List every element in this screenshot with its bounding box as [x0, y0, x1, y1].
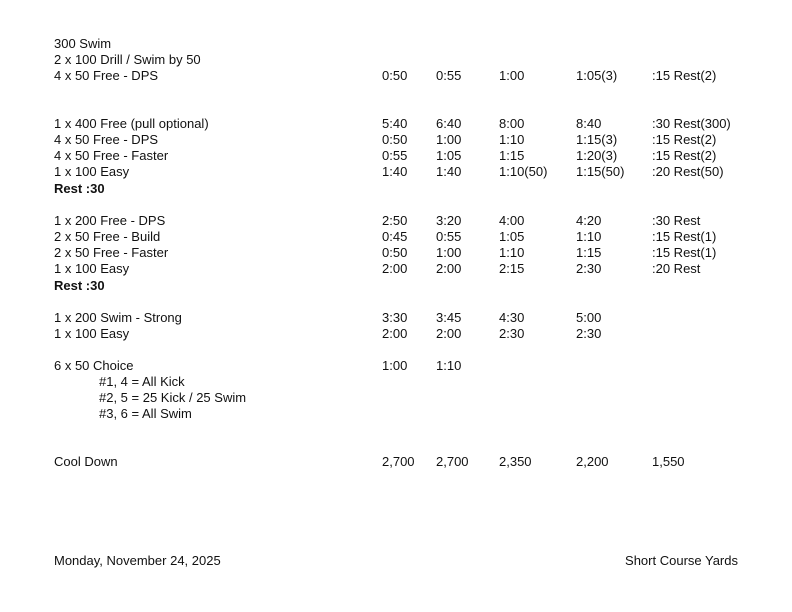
- interval-col-1: 2:00: [382, 326, 408, 341]
- workout-row: [0, 68, 792, 84]
- footer-date: Monday, November 24, 2025: [54, 553, 221, 568]
- interval-col-5: :15 Rest(2): [652, 148, 717, 163]
- interval-col-3: 1:10: [499, 245, 525, 260]
- interval-col-5: :15 Rest(1): [652, 229, 717, 244]
- totals-row: [0, 454, 792, 470]
- interval-col-1: 0:50: [382, 68, 408, 83]
- workout-row: [0, 213, 792, 229]
- interval-col-4: 1:15(3): [576, 132, 618, 147]
- set-description: 2 x 50 Free - Faster: [54, 245, 169, 260]
- total-col-3: 2,350: [499, 454, 532, 469]
- interval-col-2: 6:40: [436, 116, 462, 131]
- interval-col-4: 1:15(50): [576, 164, 625, 179]
- interval-col-2: 1:00: [436, 132, 462, 147]
- interval-col-5: :30 Rest: [652, 213, 701, 228]
- workout-row: [0, 132, 792, 148]
- rest-label: Rest :30: [54, 181, 105, 196]
- interval-col-2: 1:40: [436, 164, 462, 179]
- interval-col-4: 1:20(3): [576, 148, 618, 163]
- interval-col-1: 5:40: [382, 116, 408, 131]
- interval-col-3: 2:15: [499, 261, 525, 276]
- set-description: 4 x 50 Free - DPS: [54, 132, 159, 147]
- interval-col-2: 1:00: [436, 245, 462, 260]
- interval-col-4: 2:30: [576, 261, 602, 276]
- workout-row: [0, 245, 792, 261]
- interval-col-1: 0:45: [382, 229, 408, 244]
- rest-label: Rest :30: [54, 278, 105, 293]
- interval-col-5: :15 Rest(2): [652, 68, 717, 83]
- interval-col-1: 2:50: [382, 213, 408, 228]
- interval-col-5: :15 Rest(2): [652, 132, 717, 147]
- interval-col-3: 1:10: [499, 132, 525, 147]
- set-description: 1 x 400 Free (pull optional): [54, 116, 209, 131]
- interval-col-1: 0:55: [382, 148, 408, 163]
- set-description: 1 x 200 Free - DPS: [54, 213, 166, 228]
- set-description: 6 x 50 Choice: [54, 358, 134, 373]
- cool-down-label: Cool Down: [54, 454, 118, 469]
- interval-col-3: 1:15: [499, 148, 525, 163]
- interval-col-4: 1:05(3): [576, 68, 618, 83]
- rest-row: [0, 278, 792, 294]
- interval-col-2: 0:55: [436, 68, 462, 83]
- workout-row: [0, 326, 792, 342]
- workout-row: [0, 52, 792, 68]
- interval-col-1: 1:40: [382, 164, 408, 179]
- interval-col-3: 1:10(50): [499, 164, 548, 179]
- set-description: 1 x 200 Swim - Strong: [54, 310, 182, 325]
- set-description: 2 x 100 Drill / Swim by 50: [54, 52, 201, 67]
- interval-col-4: 8:40: [576, 116, 602, 131]
- footer-course: Short Course Yards: [625, 553, 738, 568]
- interval-col-3: 4:30: [499, 310, 525, 325]
- interval-col-4: 4:20: [576, 213, 602, 228]
- total-col-1: 2,700: [382, 454, 415, 469]
- interval-col-2: 2:00: [436, 326, 462, 341]
- workout-row: [0, 358, 792, 374]
- set-description: 1 x 100 Easy: [54, 164, 130, 179]
- interval-col-1: 1:00: [382, 358, 408, 373]
- interval-col-3: 2:30: [499, 326, 525, 341]
- interval-col-2: 1:05: [436, 148, 462, 163]
- interval-col-5: :20 Rest: [652, 261, 701, 276]
- total-col-5: 1,550: [652, 454, 685, 469]
- interval-col-2: 1:10: [436, 358, 462, 373]
- interval-col-2: 3:20: [436, 213, 462, 228]
- total-col-4: 2,200: [576, 454, 609, 469]
- interval-col-3: 1:00: [499, 68, 525, 83]
- interval-col-2: 2:00: [436, 261, 462, 276]
- set-description: 4 x 50 Free - Faster: [54, 148, 169, 163]
- workout-row: [0, 229, 792, 245]
- interval-col-1: 2:00: [382, 261, 408, 276]
- interval-col-1: 0:50: [382, 245, 408, 260]
- interval-col-2: 0:55: [436, 229, 462, 244]
- set-description: 300 Swim: [54, 36, 112, 51]
- workout-row: [0, 261, 792, 277]
- interval-col-5: :20 Rest(50): [652, 164, 724, 179]
- workout-row: [0, 36, 792, 52]
- interval-col-1: 3:30: [382, 310, 408, 325]
- choice-note: #2, 5 = 25 Kick / 25 Swim: [99, 390, 247, 405]
- interval-col-4: 1:10: [576, 229, 602, 244]
- choice-note-row: [0, 406, 792, 422]
- choice-note-row: [0, 390, 792, 406]
- choice-note-row: [0, 374, 792, 390]
- interval-col-4: 2:30: [576, 326, 602, 341]
- interval-col-4: 5:00: [576, 310, 602, 325]
- set-description: 1 x 100 Easy: [54, 326, 130, 341]
- choice-note: #1, 4 = All Kick: [99, 374, 185, 389]
- interval-col-5: :30 Rest(300): [652, 116, 731, 131]
- interval-col-4: 1:15: [576, 245, 602, 260]
- workout-row: [0, 164, 792, 180]
- set-description: 4 x 50 Free - DPS: [54, 68, 159, 83]
- interval-col-3: 1:05: [499, 229, 525, 244]
- workout-row: [0, 148, 792, 164]
- total-col-2: 2,700: [436, 454, 469, 469]
- interval-col-5: :15 Rest(1): [652, 245, 717, 260]
- rest-row: [0, 181, 792, 197]
- interval-col-3: 8:00: [499, 116, 525, 131]
- interval-col-3: 4:00: [499, 213, 525, 228]
- set-description: 1 x 100 Easy: [54, 261, 130, 276]
- interval-col-2: 3:45: [436, 310, 462, 325]
- choice-note: #3, 6 = All Swim: [99, 406, 192, 421]
- interval-col-1: 0:50: [382, 132, 408, 147]
- set-description: 2 x 50 Free - Build: [54, 229, 161, 244]
- workout-row: [0, 116, 792, 132]
- workout-row: [0, 310, 792, 326]
